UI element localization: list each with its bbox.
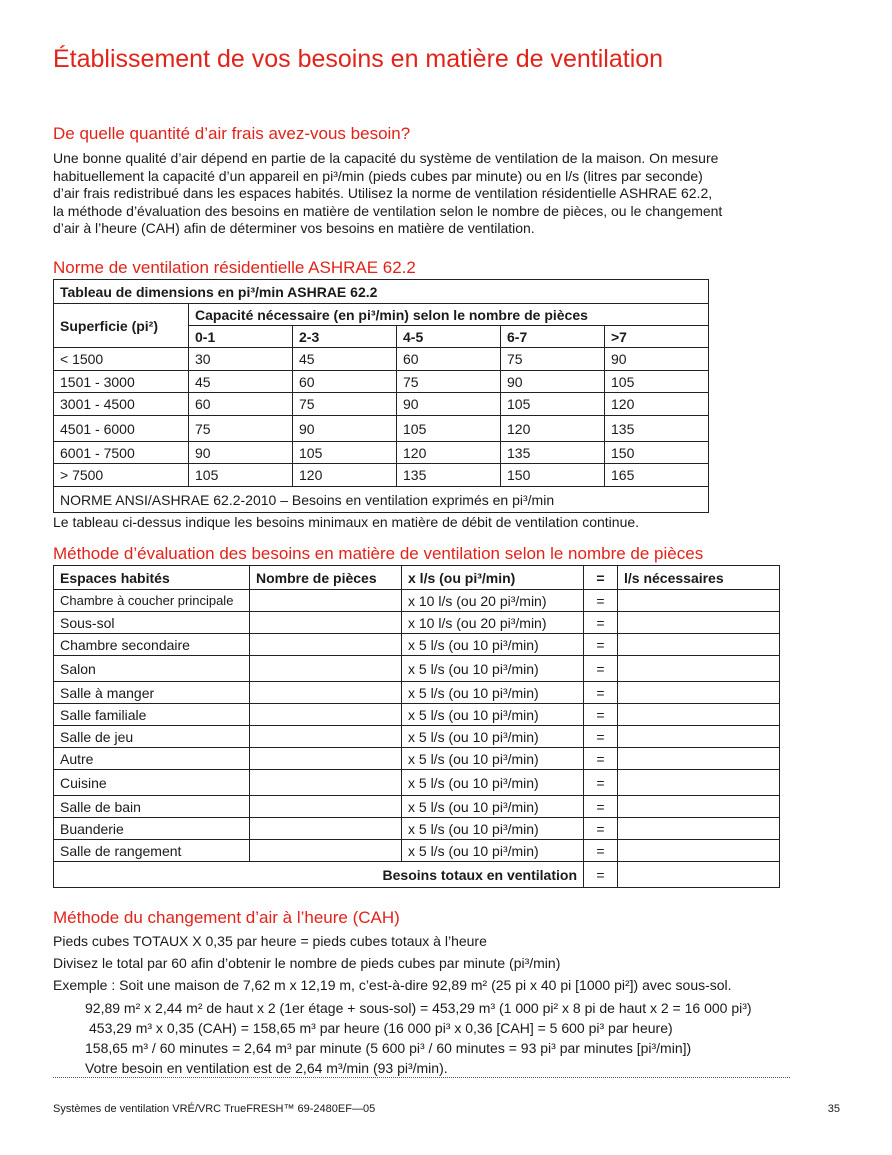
space-cell: Chambre à coucher principale [54,590,250,612]
table-row [54,704,780,726]
rate-cell: x 5 l/s (ou 10 pi³/min) [402,796,584,818]
count-input-cell[interactable] [250,818,402,840]
count-input-cell[interactable] [250,590,402,612]
value-cell: 75 [293,393,397,416]
rooms-table [53,565,780,888]
total-row [54,862,780,888]
table-row [54,796,780,818]
ashrae-table-title: Tableau de dimensions en pi³/min ASHRAE 62.2 [54,280,709,304]
rate-cell: x 5 l/s (ou 10 pi³/min) [402,840,584,862]
rate-cell: x 10 l/s (ou 20 pi³/min) [402,590,584,612]
equals-cell: = [584,796,618,818]
value-cell: 45 [293,348,397,371]
result-input-cell[interactable] [618,634,780,656]
page-title: Établissement de vos besoins en matière de ventilation [53,45,664,73]
space-cell: Chambre secondaire [54,634,250,656]
count-input-cell[interactable] [250,770,402,796]
value-cell: 120 [293,464,397,487]
rate-cell: x 10 l/s (ou 20 pi³/min) [402,612,584,634]
value-cell: 90 [189,442,293,464]
value-cell: 90 [605,348,709,371]
count-input-cell[interactable] [250,656,402,682]
total-input-cell[interactable] [618,862,780,888]
cah-example-line: 92,89 m² x 2,44 m² de haut x 2 (1er étage + sous-sol) = 453,29 m³ (1 000 pi² x 8 pi de haut x 2 = 16 000 pi³) [85,1000,752,1016]
table-row [54,818,780,840]
table-row [54,840,780,862]
area-cell: < 1500 [54,348,189,371]
value-cell: 75 [189,416,293,442]
column-header: >7 [605,326,709,348]
area-cell: 6001 - 7500 [54,442,189,464]
value-cell: 135 [605,416,709,442]
column-header: x l/s (ou pi³/min) [402,566,584,590]
count-input-cell[interactable] [250,682,402,704]
rate-cell: x 5 l/s (ou 10 pi³/min) [402,818,584,840]
result-input-cell[interactable] [618,590,780,612]
cah-line: Pieds cubes TOTAUX X 0,35 par heure = pieds cubes totaux à l’heure [53,933,487,949]
rate-cell: x 5 l/s (ou 10 pi³/min) [402,748,584,770]
space-cell: Salle de rangement [54,840,250,862]
column-header: = [584,566,618,590]
result-input-cell[interactable] [618,796,780,818]
area-cell: > 7500 [54,464,189,487]
equals-cell: = [584,840,618,862]
value-cell: 90 [501,371,605,393]
equals-cell: = [584,726,618,748]
value-cell: 120 [501,416,605,442]
table-row [54,393,709,416]
column-header: 0-1 [189,326,293,348]
value-cell: 150 [501,464,605,487]
cah-line: Exemple : Soit une maison de 7,62 m x 12,19 m, c’est-à-dire 92,89 m² (25 pi x 40 pi [1000 pi²]) avec sous-sol. [53,977,732,993]
intro-line: d’air frais redistribué dans les espaces habités. Utilisez la norme de ventilation résidentielle ASHRAE 62.2, [53,185,713,202]
table-row [54,442,709,464]
column-header: 2-3 [293,326,397,348]
table-row [54,748,780,770]
space-cell: Sous-sol [54,612,250,634]
value-cell: 120 [605,393,709,416]
value-cell: 75 [397,371,501,393]
rate-cell: x 5 l/s (ou 10 pi³/min) [402,656,584,682]
value-cell: 60 [293,371,397,393]
space-cell: Salon [54,656,250,682]
result-input-cell[interactable] [618,818,780,840]
ashrae-table [53,279,709,513]
value-cell: 75 [501,348,605,371]
count-input-cell[interactable] [250,748,402,770]
table-row [54,656,780,682]
space-cell: Salle à manger [54,682,250,704]
value-cell: 120 [397,442,501,464]
equals-cell: = [584,682,618,704]
table-row [54,464,709,487]
value-cell: 60 [397,348,501,371]
cah-example-line: 453,29 m³ x 0,35 (CAH) = 158,65 m³ par heure (16 000 pi³ x 0,36 [CAH] = 5 600 pi³ par heure) [89,1020,673,1036]
value-cell: 135 [397,464,501,487]
result-input-cell[interactable] [618,612,780,634]
footer-text: Systèmes de ventilation VRÉ/VRC TrueFRESH™ 69-2480EF—05 [53,1103,376,1115]
equals-cell: = [584,748,618,770]
cah-heading: Méthode du changement d’air à l’heure (CAH) [53,908,400,927]
rate-cell: x 5 l/s (ou 10 pi³/min) [402,726,584,748]
space-cell: Buanderie [54,818,250,840]
intro-heading: De quelle quantité d’air frais avez-vous besoin? [53,124,411,143]
value-cell: 105 [189,464,293,487]
rate-cell: x 5 l/s (ou 10 pi³/min) [402,634,584,656]
dotted-divider [53,1077,790,1078]
result-input-cell[interactable] [618,682,780,704]
value-cell: 90 [397,393,501,416]
table-row [54,726,780,748]
intro-line: la méthode d’évaluation des besoins en matière de ventilation selon le nombre de pièces, ou le changement [53,202,723,219]
capacity-header: Capacité nécessaire (en pi³/min) selon le nombre de pièces [189,304,709,326]
area-cell: 3001 - 4500 [54,393,189,416]
value-cell: 105 [605,371,709,393]
space-cell: Autre [54,748,250,770]
rate-cell: x 5 l/s (ou 10 pi³/min) [402,770,584,796]
value-cell: 105 [293,442,397,464]
equals-cell: = [584,770,618,796]
result-input-cell[interactable] [618,770,780,796]
intro-line: Une bonne qualité d’air dépend en partie de la capacité du système de ventilation de la maison. On mesure [53,150,719,166]
intro-paragraph [53,150,722,238]
count-input-cell[interactable] [250,634,402,656]
page-number: 35 [827,1103,840,1115]
value-cell: 30 [189,348,293,371]
cah-line: Divisez le total par 60 afin d’obtenir le nombre de pieds cubes par minute (pi³/min) [53,955,561,971]
rate-cell: x 5 l/s (ou 10 pi³/min) [402,704,584,726]
value-cell: 105 [501,393,605,416]
equals-cell: = [584,818,618,840]
column-header: l/s nécessaires [618,566,780,590]
result-input-cell[interactable] [618,748,780,770]
intro-line: habituellement la capacité d’un appareil en pi³/min (pieds cubes par minute) ou en l/s (litres par seconde) [53,167,703,184]
column-header: 4-5 [397,326,501,348]
ashrae-table-footer: NORME ANSI/ASHRAE 62.2-2010 – Besoins en ventilation exprimés en pi³/min [54,487,709,513]
cah-example-line: 158,65 m³ / 60 minutes = 2,64 m³ par minute (5 600 pi³ / 60 minutes = 93 pi³ par minutes [pi³/min]) [85,1040,692,1056]
equals-cell: = [584,612,618,634]
rooms-heading: Méthode d’évaluation des besoins en matière de ventilation selon le nombre de pièces [53,544,704,563]
count-input-cell[interactable] [250,840,402,862]
area-header: Superficie (pi²) [54,304,189,348]
result-input-cell[interactable] [618,704,780,726]
column-header: Nombre de pièces [250,566,402,590]
space-cell: Cuisine [54,770,250,796]
value-cell: 150 [605,442,709,464]
rooms-header-row [54,566,780,590]
result-input-cell[interactable] [618,656,780,682]
count-input-cell[interactable] [250,612,402,634]
space-cell: Salle familiale [54,704,250,726]
column-header: Espaces habités [54,566,250,590]
equals-cell: = [584,704,618,726]
table-row [54,770,780,796]
ashrae-note: Le tableau ci-dessus indique les besoins minimaux en matière de débit de ventilation continue. [53,514,640,530]
space-cell: Salle de jeu [54,726,250,748]
space-cell: Salle de bain [54,796,250,818]
equals-cell: = [584,590,618,612]
count-input-cell[interactable] [250,796,402,818]
table-row [54,634,780,656]
rate-cell: x 5 l/s (ou 10 pi³/min) [402,682,584,704]
value-cell: 45 [189,371,293,393]
table-row [54,590,780,612]
ashrae-heading: Norme de ventilation résidentielle ASHRAE 62.2 [53,258,416,277]
cah-example-line: Votre besoin en ventilation est de 2,64 m³/min (93 pi³/min). [85,1060,448,1076]
column-header: 6-7 [501,326,605,348]
equals-cell: = [584,862,618,888]
value-cell: 135 [501,442,605,464]
table-row [54,612,780,634]
table-row [54,371,709,393]
equals-cell: = [584,634,618,656]
table-row [54,348,709,371]
total-label: Besoins totaux en ventilation [54,862,584,888]
area-cell: 1501 - 3000 [54,371,189,393]
intro-line: d’air à l’heure (CAH) afin de déterminer vos besoins en matière de ventilation. [53,220,535,237]
count-input-cell[interactable] [250,704,402,726]
value-cell: 105 [397,416,501,442]
equals-cell: = [584,656,618,682]
result-input-cell[interactable] [618,840,780,862]
table-row [54,416,709,442]
value-cell: 60 [189,393,293,416]
table-row [54,682,780,704]
result-input-cell[interactable] [618,726,780,748]
count-input-cell[interactable] [250,726,402,748]
area-cell: 4501 - 6000 [54,416,189,442]
value-cell: 165 [605,464,709,487]
value-cell: 90 [293,416,397,442]
